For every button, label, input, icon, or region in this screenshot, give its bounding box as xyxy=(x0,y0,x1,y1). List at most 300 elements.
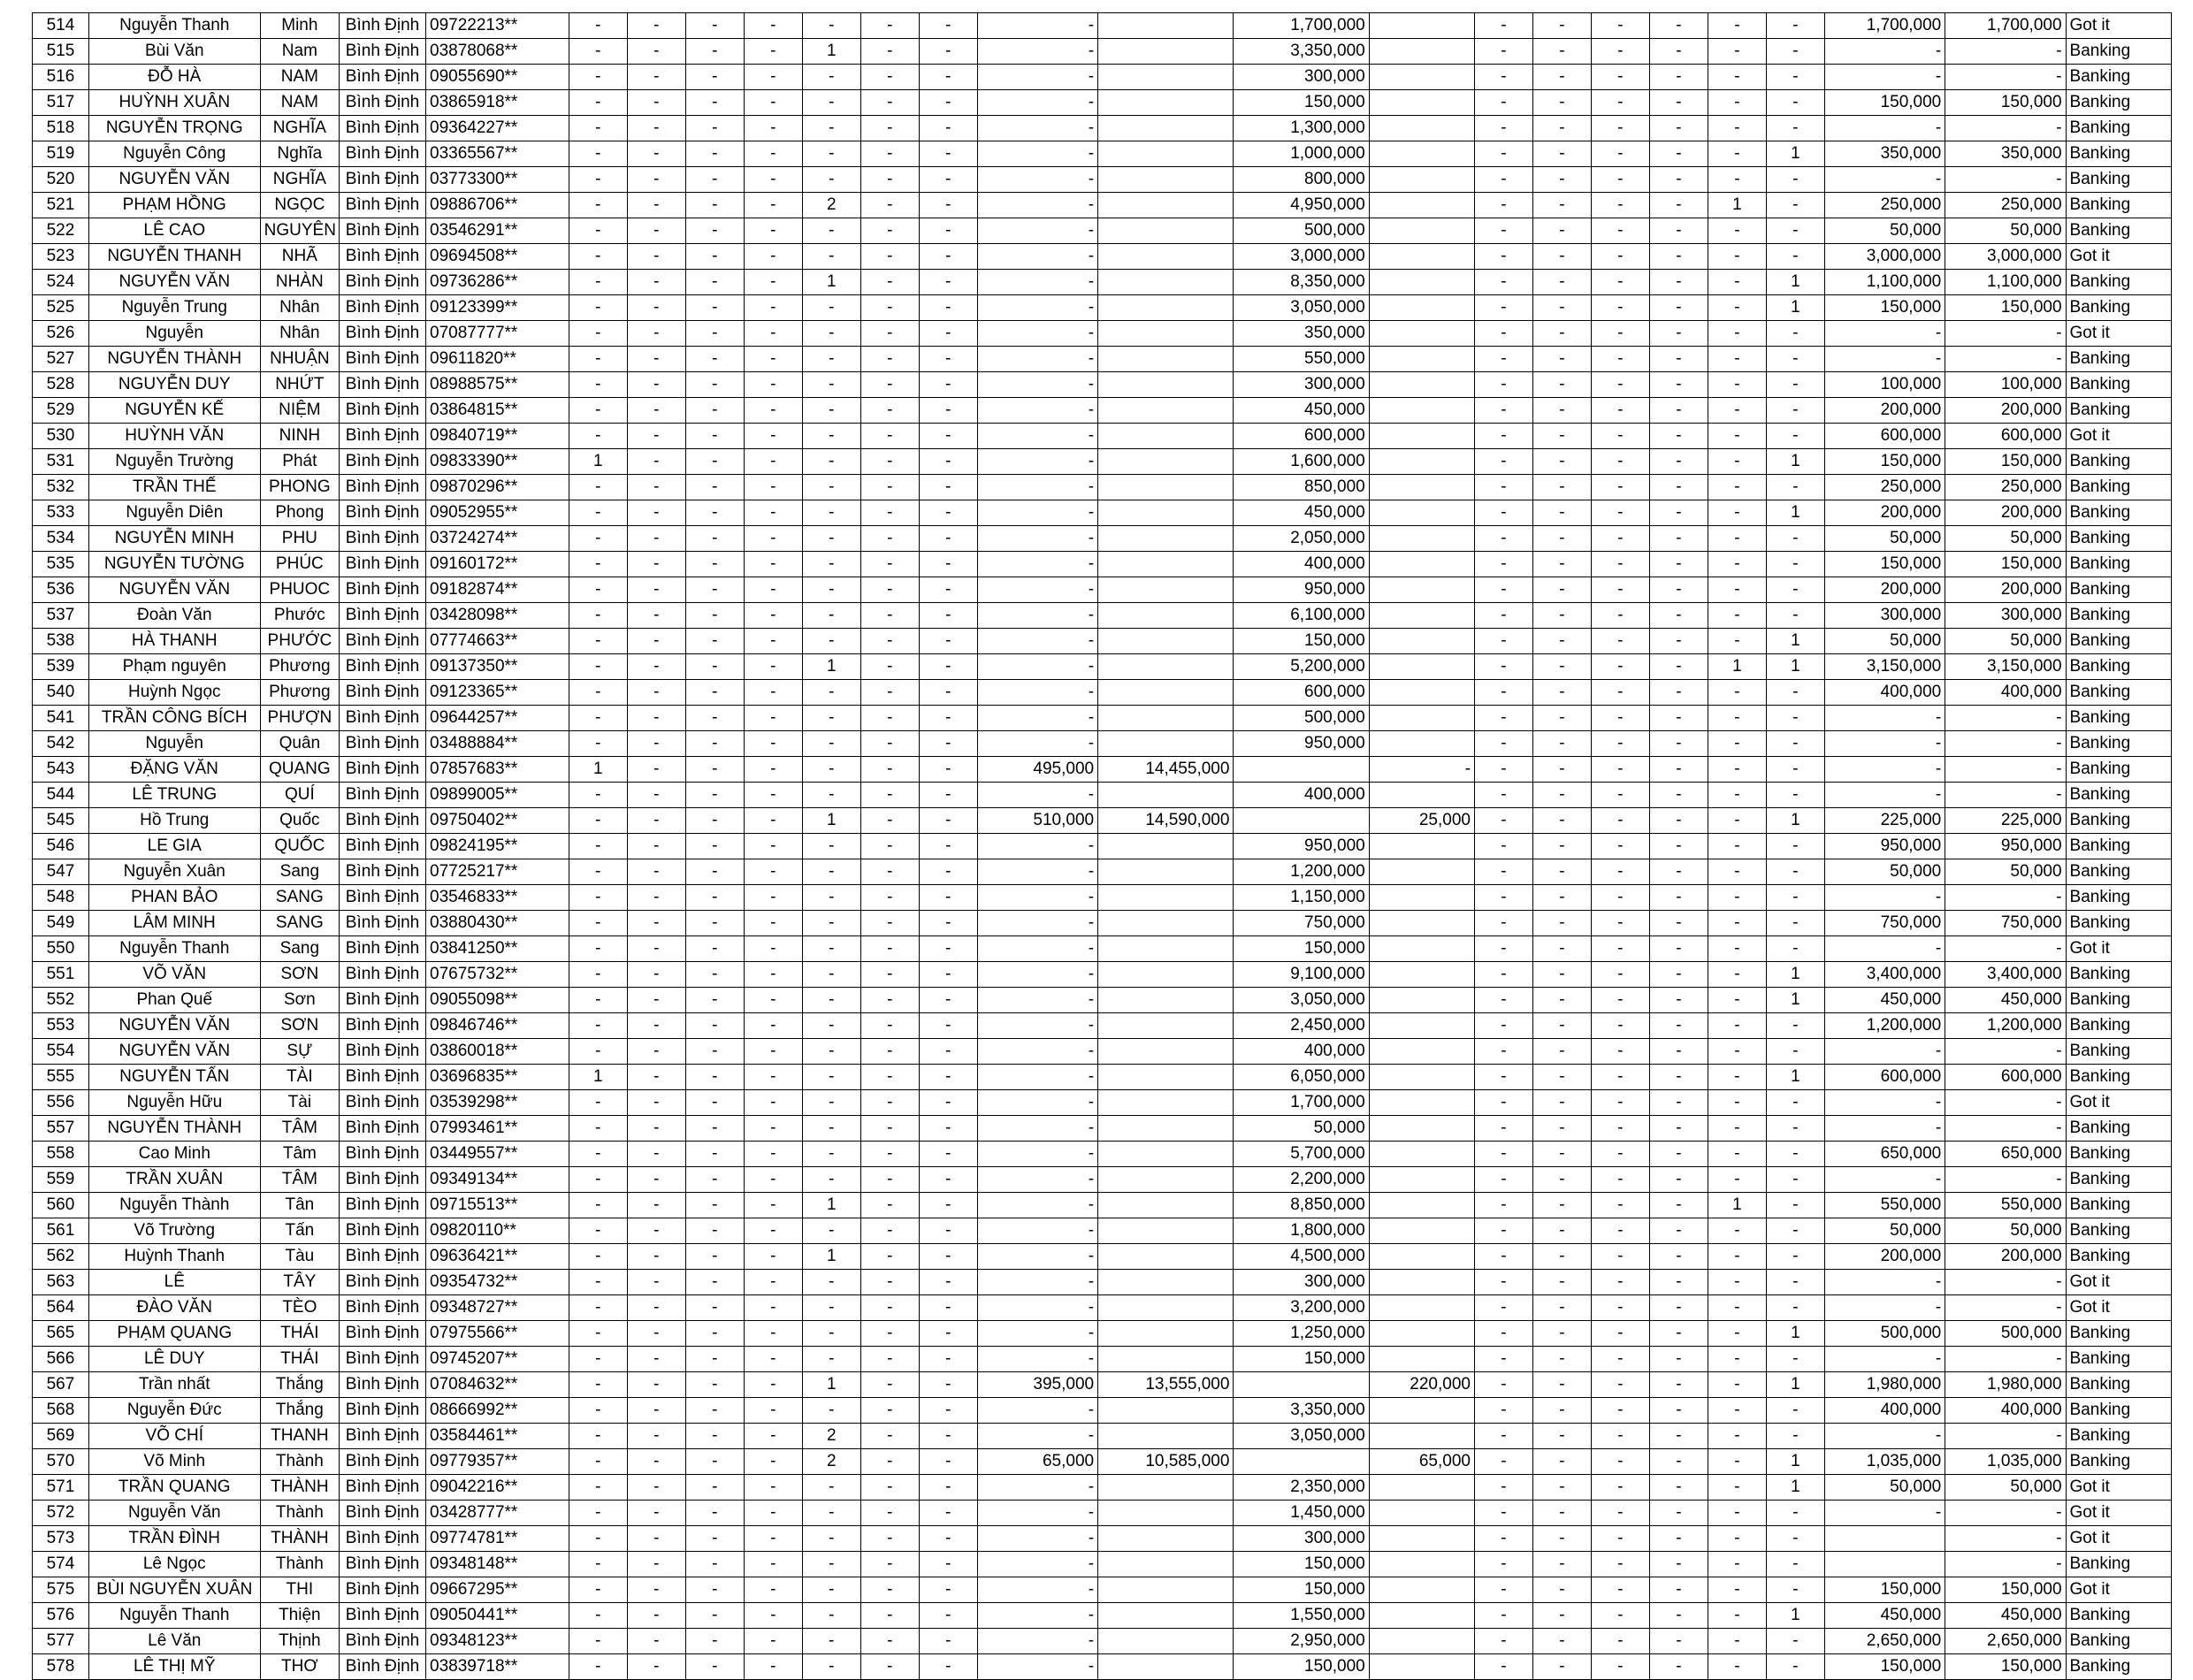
row-index[interactable]: 529 xyxy=(33,398,89,424)
total-a[interactable]: - xyxy=(1824,167,1945,193)
table-row[interactable] xyxy=(33,988,2172,1013)
col-e1[interactable]: - xyxy=(1474,1552,1532,1577)
col-e3[interactable]: - xyxy=(1591,65,1649,90)
row-index[interactable]: 559 xyxy=(33,1167,89,1193)
col-e3[interactable]: - xyxy=(1591,270,1649,295)
col-d6[interactable]: - xyxy=(860,1654,919,1680)
col-d3[interactable]: - xyxy=(685,167,744,193)
col-d1[interactable]: - xyxy=(569,1193,627,1218)
col-e1[interactable]: - xyxy=(1474,1090,1532,1116)
province[interactable]: Bình Định xyxy=(340,1372,426,1398)
col-e2[interactable]: - xyxy=(1532,1218,1591,1244)
col-e4[interactable]: - xyxy=(1649,783,1708,808)
col-e3[interactable]: - xyxy=(1591,321,1649,347)
col-d7[interactable]: - xyxy=(919,1090,977,1116)
col-d1[interactable]: - xyxy=(569,1603,627,1629)
col-d3[interactable]: - xyxy=(685,1193,744,1218)
table-row[interactable] xyxy=(33,398,2172,424)
col-e5[interactable]: - xyxy=(1708,1501,1766,1526)
col-e2[interactable]: - xyxy=(1532,1142,1591,1167)
col-e6[interactable]: 1 xyxy=(1766,808,1824,834)
col-d8[interactable]: - xyxy=(977,1065,1097,1090)
col-d5[interactable]: - xyxy=(802,859,860,885)
col-e3[interactable]: - xyxy=(1591,1039,1649,1065)
col-d2[interactable]: - xyxy=(627,808,685,834)
col-d1[interactable]: - xyxy=(569,808,627,834)
province[interactable]: Bình Định xyxy=(340,270,426,295)
value-a[interactable]: 13,555,000 xyxy=(1098,1372,1234,1398)
value-b[interactable] xyxy=(1369,321,1474,347)
col-d8[interactable]: - xyxy=(977,449,1097,475)
col-d8[interactable]: - xyxy=(977,911,1097,936)
col-e2[interactable]: - xyxy=(1532,859,1591,885)
col-d2[interactable]: - xyxy=(627,834,685,859)
col-d1[interactable]: - xyxy=(569,1270,627,1295)
col-d1[interactable]: - xyxy=(569,552,627,577)
col-d7[interactable]: - xyxy=(919,295,977,321)
col-e2[interactable]: - xyxy=(1532,116,1591,141)
col-e3[interactable]: - xyxy=(1591,1142,1649,1167)
col-d4[interactable]: - xyxy=(744,911,802,936)
phone-number[interactable]: 07857683** xyxy=(426,757,569,783)
value-b[interactable] xyxy=(1369,1424,1474,1449)
col-e4[interactable]: - xyxy=(1649,90,1708,116)
amount[interactable]: 300,000 xyxy=(1234,65,1369,90)
col-d1[interactable]: - xyxy=(569,1090,627,1116)
col-d7[interactable]: - xyxy=(919,1475,977,1501)
status-cell[interactable]: Banking xyxy=(2066,65,2171,90)
col-d5[interactable]: - xyxy=(802,1167,860,1193)
col-d2[interactable]: - xyxy=(627,680,685,706)
province[interactable]: Bình Định xyxy=(340,1347,426,1372)
last-name[interactable]: NIỆM xyxy=(260,398,339,424)
col-d5[interactable]: - xyxy=(802,1142,860,1167)
col-e2[interactable]: - xyxy=(1532,936,1591,962)
col-e2[interactable]: - xyxy=(1532,39,1591,65)
last-name[interactable]: PHU xyxy=(260,526,339,552)
col-d1[interactable]: - xyxy=(569,193,627,218)
last-name[interactable]: Thiện xyxy=(260,1603,339,1629)
province[interactable]: Bình Định xyxy=(340,167,426,193)
col-e4[interactable]: - xyxy=(1649,603,1708,629)
col-d4[interactable]: - xyxy=(744,706,802,731)
col-e4[interactable]: - xyxy=(1649,218,1708,244)
col-e4[interactable]: - xyxy=(1649,834,1708,859)
phone-number[interactable]: 08666992** xyxy=(426,1398,569,1424)
col-d2[interactable]: - xyxy=(627,193,685,218)
total-a[interactable]: 50,000 xyxy=(1824,859,1945,885)
col-d4[interactable]: - xyxy=(744,1167,802,1193)
province[interactable]: Bình Định xyxy=(340,1167,426,1193)
col-e2[interactable]: - xyxy=(1532,834,1591,859)
total-b[interactable]: 200,000 xyxy=(1945,500,2066,526)
phone-number[interactable]: 07993461** xyxy=(426,1116,569,1142)
first-name[interactable]: Phạm nguyên xyxy=(88,654,260,680)
value-a[interactable] xyxy=(1098,731,1234,757)
col-d8[interactable]: - xyxy=(977,603,1097,629)
col-d6[interactable]: - xyxy=(860,244,919,270)
last-name[interactable]: Tài xyxy=(260,1090,339,1116)
col-e2[interactable]: - xyxy=(1532,500,1591,526)
last-name[interactable]: NHÀN xyxy=(260,270,339,295)
col-d8[interactable]: - xyxy=(977,1090,1097,1116)
row-index[interactable]: 530 xyxy=(33,424,89,449)
col-d4[interactable]: - xyxy=(744,1501,802,1526)
value-a[interactable] xyxy=(1098,321,1234,347)
col-d7[interactable]: - xyxy=(919,1039,977,1065)
col-e3[interactable]: - xyxy=(1591,39,1649,65)
col-d3[interactable]: - xyxy=(685,295,744,321)
status-cell[interactable]: Banking xyxy=(2066,39,2171,65)
status-cell[interactable]: Banking xyxy=(2066,962,2171,988)
col-d5[interactable]: 2 xyxy=(802,1449,860,1475)
phone-number[interactable]: 03488884** xyxy=(426,731,569,757)
total-a[interactable]: 400,000 xyxy=(1824,680,1945,706)
col-d5[interactable]: - xyxy=(802,783,860,808)
col-e6[interactable]: - xyxy=(1766,1270,1824,1295)
col-e3[interactable]: - xyxy=(1591,193,1649,218)
table-row[interactable] xyxy=(33,244,2172,270)
col-d8[interactable]: - xyxy=(977,1039,1097,1065)
col-e5[interactable]: - xyxy=(1708,577,1766,603)
table-row[interactable] xyxy=(33,552,2172,577)
col-e5[interactable]: - xyxy=(1708,603,1766,629)
col-e4[interactable]: - xyxy=(1649,1603,1708,1629)
row-index[interactable]: 531 xyxy=(33,449,89,475)
col-e6[interactable]: - xyxy=(1766,167,1824,193)
col-e3[interactable]: - xyxy=(1591,680,1649,706)
last-name[interactable]: Phương xyxy=(260,654,339,680)
col-d7[interactable]: - xyxy=(919,1193,977,1218)
col-d3[interactable]: - xyxy=(685,808,744,834)
status-cell[interactable]: Got it xyxy=(2066,1526,2171,1552)
phone-number[interactable]: 09348123** xyxy=(426,1629,569,1654)
col-e5[interactable]: - xyxy=(1708,424,1766,449)
phone-number[interactable]: 03696835** xyxy=(426,1065,569,1090)
col-d4[interactable]: - xyxy=(744,1629,802,1654)
value-b[interactable] xyxy=(1369,1501,1474,1526)
col-d1[interactable]: - xyxy=(569,475,627,500)
amount[interactable]: 2,050,000 xyxy=(1234,526,1369,552)
first-name[interactable]: VÕ CHÍ xyxy=(88,1424,260,1449)
col-d5[interactable]: - xyxy=(802,90,860,116)
col-d3[interactable]: - xyxy=(685,1526,744,1552)
total-a[interactable]: 1,035,000 xyxy=(1824,1449,1945,1475)
col-d4[interactable]: - xyxy=(744,1654,802,1680)
col-e3[interactable]: - xyxy=(1591,475,1649,500)
col-d5[interactable]: - xyxy=(802,1552,860,1577)
table-row[interactable] xyxy=(33,1270,2172,1295)
total-b[interactable]: 350,000 xyxy=(1945,141,2066,167)
total-a[interactable]: 450,000 xyxy=(1824,988,1945,1013)
status-cell[interactable]: Banking xyxy=(2066,1321,2171,1347)
col-e4[interactable]: - xyxy=(1649,424,1708,449)
total-a[interactable]: 350,000 xyxy=(1824,141,1945,167)
col-d1[interactable]: - xyxy=(569,1167,627,1193)
total-b[interactable]: 50,000 xyxy=(1945,1218,2066,1244)
row-index[interactable]: 557 xyxy=(33,1116,89,1142)
col-d7[interactable]: - xyxy=(919,1654,977,1680)
col-d2[interactable]: - xyxy=(627,1142,685,1167)
col-d1[interactable]: - xyxy=(569,424,627,449)
total-a[interactable]: - xyxy=(1824,885,1945,911)
col-d3[interactable]: - xyxy=(685,1654,744,1680)
amount[interactable]: 350,000 xyxy=(1234,321,1369,347)
col-d3[interactable]: - xyxy=(685,424,744,449)
total-b[interactable]: 400,000 xyxy=(1945,680,2066,706)
col-e6[interactable]: - xyxy=(1766,731,1824,757)
col-e6[interactable]: - xyxy=(1766,39,1824,65)
last-name[interactable]: NINH xyxy=(260,424,339,449)
value-a[interactable] xyxy=(1098,911,1234,936)
col-d4[interactable]: - xyxy=(744,1090,802,1116)
col-e4[interactable]: - xyxy=(1649,731,1708,757)
col-e1[interactable]: - xyxy=(1474,218,1532,244)
col-d3[interactable]: - xyxy=(685,398,744,424)
province[interactable]: Bình Định xyxy=(340,1424,426,1449)
value-b[interactable] xyxy=(1369,13,1474,39)
last-name[interactable]: Thắng xyxy=(260,1398,339,1424)
col-d2[interactable]: - xyxy=(627,552,685,577)
total-b[interactable]: - xyxy=(1945,1552,2066,1577)
col-d3[interactable]: - xyxy=(685,1270,744,1295)
col-d5[interactable]: - xyxy=(802,1013,860,1039)
value-b[interactable] xyxy=(1369,1142,1474,1167)
first-name[interactable]: Nguyễn Thanh xyxy=(88,936,260,962)
table-row[interactable] xyxy=(33,1218,2172,1244)
phone-number[interactable]: 07975566** xyxy=(426,1321,569,1347)
province[interactable]: Bình Định xyxy=(340,1116,426,1142)
col-e3[interactable]: - xyxy=(1591,1475,1649,1501)
amount[interactable]: 400,000 xyxy=(1234,1039,1369,1065)
total-a[interactable]: 2,650,000 xyxy=(1824,1629,1945,1654)
col-e3[interactable]: - xyxy=(1591,629,1649,654)
total-b[interactable]: - xyxy=(1945,321,2066,347)
total-a[interactable]: 3,400,000 xyxy=(1824,962,1945,988)
col-d6[interactable]: - xyxy=(860,398,919,424)
col-e6[interactable]: - xyxy=(1766,603,1824,629)
col-e4[interactable]: - xyxy=(1649,936,1708,962)
col-d6[interactable]: - xyxy=(860,13,919,39)
table-row[interactable] xyxy=(33,808,2172,834)
col-d7[interactable]: - xyxy=(919,808,977,834)
row-index[interactable]: 578 xyxy=(33,1654,89,1680)
col-d6[interactable]: - xyxy=(860,936,919,962)
last-name[interactable]: THI xyxy=(260,1577,339,1603)
col-e5[interactable]: - xyxy=(1708,167,1766,193)
col-e4[interactable]: - xyxy=(1649,552,1708,577)
table-row[interactable] xyxy=(33,270,2172,295)
col-d2[interactable]: - xyxy=(627,1270,685,1295)
total-b[interactable]: - xyxy=(1945,39,2066,65)
value-b[interactable] xyxy=(1369,475,1474,500)
table-row[interactable] xyxy=(33,1116,2172,1142)
status-cell[interactable]: Banking xyxy=(2066,218,2171,244)
row-index[interactable]: 548 xyxy=(33,885,89,911)
total-a[interactable]: - xyxy=(1824,757,1945,783)
col-d1[interactable]: - xyxy=(569,1218,627,1244)
col-e4[interactable]: - xyxy=(1649,1372,1708,1398)
col-d7[interactable]: - xyxy=(919,1218,977,1244)
province[interactable]: Bình Định xyxy=(340,1603,426,1629)
first-name[interactable]: NGUYỄN THANH xyxy=(88,244,260,270)
col-d4[interactable]: - xyxy=(744,1526,802,1552)
col-e4[interactable]: - xyxy=(1649,1654,1708,1680)
col-d1[interactable]: - xyxy=(569,654,627,680)
col-d5[interactable]: - xyxy=(802,1398,860,1424)
total-b[interactable]: 3,150,000 xyxy=(1945,654,2066,680)
col-e4[interactable]: - xyxy=(1649,1065,1708,1090)
col-e5[interactable]: - xyxy=(1708,962,1766,988)
phone-number[interactable]: 07774663** xyxy=(426,629,569,654)
total-b[interactable]: 500,000 xyxy=(1945,1321,2066,1347)
row-index[interactable]: 553 xyxy=(33,1013,89,1039)
col-d7[interactable]: - xyxy=(919,526,977,552)
first-name[interactable]: TRẦN CÔNG BÍCH xyxy=(88,706,260,731)
col-d6[interactable]: - xyxy=(860,808,919,834)
col-d4[interactable]: - xyxy=(744,90,802,116)
province[interactable]: Bình Định xyxy=(340,398,426,424)
value-b[interactable] xyxy=(1369,1116,1474,1142)
phone-number[interactable]: 09354732** xyxy=(426,1270,569,1295)
province[interactable]: Bình Định xyxy=(340,295,426,321)
first-name[interactable]: Nguyễn Đức xyxy=(88,1398,260,1424)
col-d1[interactable]: - xyxy=(569,1321,627,1347)
row-index[interactable]: 577 xyxy=(33,1629,89,1654)
col-d6[interactable]: - xyxy=(860,1577,919,1603)
col-d5[interactable]: - xyxy=(802,1116,860,1142)
col-e2[interactable]: - xyxy=(1532,552,1591,577)
col-d8[interactable]: 495,000 xyxy=(977,757,1097,783)
amount[interactable]: 450,000 xyxy=(1234,500,1369,526)
col-d5[interactable]: - xyxy=(802,13,860,39)
col-e6[interactable]: - xyxy=(1766,1347,1824,1372)
col-d2[interactable]: - xyxy=(627,1501,685,1526)
row-index[interactable]: 576 xyxy=(33,1603,89,1629)
col-e1[interactable]: - xyxy=(1474,962,1532,988)
col-e1[interactable]: - xyxy=(1474,295,1532,321)
last-name[interactable]: SANG xyxy=(260,885,339,911)
col-d6[interactable]: - xyxy=(860,1475,919,1501)
table-row[interactable] xyxy=(33,13,2172,39)
phone-number[interactable]: 09050441** xyxy=(426,1603,569,1629)
last-name[interactable]: Thắng xyxy=(260,1372,339,1398)
col-e5[interactable]: - xyxy=(1708,1321,1766,1347)
col-d1[interactable]: - xyxy=(569,321,627,347)
col-d4[interactable]: - xyxy=(744,13,802,39)
col-d1[interactable]: - xyxy=(569,372,627,398)
col-d2[interactable]: - xyxy=(627,90,685,116)
col-d2[interactable]: - xyxy=(627,654,685,680)
col-d7[interactable]: - xyxy=(919,1295,977,1321)
value-a[interactable] xyxy=(1098,65,1234,90)
col-d2[interactable]: - xyxy=(627,1654,685,1680)
col-e4[interactable]: - xyxy=(1649,295,1708,321)
total-a[interactable]: 1,200,000 xyxy=(1824,1013,1945,1039)
status-cell[interactable]: Banking xyxy=(2066,1372,2171,1398)
col-e6[interactable]: - xyxy=(1766,193,1824,218)
col-e6[interactable]: - xyxy=(1766,116,1824,141)
total-a[interactable]: - xyxy=(1824,65,1945,90)
col-e6[interactable]: - xyxy=(1766,885,1824,911)
total-a[interactable]: - xyxy=(1824,731,1945,757)
col-e3[interactable]: - xyxy=(1591,552,1649,577)
first-name[interactable]: Nguyễn xyxy=(88,731,260,757)
col-d5[interactable]: - xyxy=(802,218,860,244)
col-e3[interactable]: - xyxy=(1591,808,1649,834)
col-e1[interactable]: - xyxy=(1474,398,1532,424)
col-d3[interactable]: - xyxy=(685,1552,744,1577)
col-d1[interactable]: - xyxy=(569,1552,627,1577)
col-e5[interactable]: - xyxy=(1708,783,1766,808)
row-index[interactable]: 521 xyxy=(33,193,89,218)
col-e3[interactable]: - xyxy=(1591,936,1649,962)
first-name[interactable]: Nguyễn Thành xyxy=(88,1193,260,1218)
value-b[interactable] xyxy=(1369,141,1474,167)
total-b[interactable]: - xyxy=(1945,757,2066,783)
col-e3[interactable]: - xyxy=(1591,1013,1649,1039)
col-e6[interactable]: - xyxy=(1766,424,1824,449)
col-d3[interactable]: - xyxy=(685,218,744,244)
last-name[interactable]: Sơn xyxy=(260,988,339,1013)
total-b[interactable]: 600,000 xyxy=(1945,424,2066,449)
col-d2[interactable]: - xyxy=(627,1244,685,1270)
col-d7[interactable]: - xyxy=(919,834,977,859)
col-e1[interactable]: - xyxy=(1474,1142,1532,1167)
total-b[interactable]: - xyxy=(1945,783,2066,808)
row-index[interactable]: 543 xyxy=(33,757,89,783)
col-d7[interactable]: - xyxy=(919,757,977,783)
col-d3[interactable]: - xyxy=(685,90,744,116)
province[interactable]: Bình Định xyxy=(340,1142,426,1167)
col-e5[interactable]: - xyxy=(1708,141,1766,167)
col-e3[interactable]: - xyxy=(1591,244,1649,270)
col-e2[interactable]: - xyxy=(1532,193,1591,218)
col-e4[interactable]: - xyxy=(1649,1501,1708,1526)
table-row[interactable] xyxy=(33,1013,2172,1039)
table-row[interactable] xyxy=(33,1526,2172,1552)
row-index[interactable]: 527 xyxy=(33,347,89,372)
row-index[interactable]: 541 xyxy=(33,706,89,731)
phone-number[interactable]: 09694508** xyxy=(426,244,569,270)
value-b[interactable] xyxy=(1369,1218,1474,1244)
col-d6[interactable]: - xyxy=(860,295,919,321)
first-name[interactable]: NGUYỄN VĂN xyxy=(88,167,260,193)
col-e5[interactable]: - xyxy=(1708,116,1766,141)
col-d5[interactable]: - xyxy=(802,1039,860,1065)
col-e2[interactable]: - xyxy=(1532,1321,1591,1347)
phone-number[interactable]: 03428777** xyxy=(426,1501,569,1526)
col-e1[interactable]: - xyxy=(1474,885,1532,911)
value-b[interactable] xyxy=(1369,577,1474,603)
first-name[interactable]: BÙI NGUYỄN XUÂN xyxy=(88,1577,260,1603)
col-d6[interactable]: - xyxy=(860,859,919,885)
col-e5[interactable]: - xyxy=(1708,1039,1766,1065)
col-d8[interactable]: - xyxy=(977,39,1097,65)
col-d7[interactable]: - xyxy=(919,629,977,654)
col-d2[interactable]: - xyxy=(627,398,685,424)
col-e5[interactable]: - xyxy=(1708,1552,1766,1577)
col-d3[interactable]: - xyxy=(685,962,744,988)
value-a[interactable] xyxy=(1098,1193,1234,1218)
last-name[interactable]: PHÚC xyxy=(260,552,339,577)
total-b[interactable]: 50,000 xyxy=(1945,218,2066,244)
col-e3[interactable]: - xyxy=(1591,885,1649,911)
col-d6[interactable]: - xyxy=(860,1321,919,1347)
total-b[interactable]: 150,000 xyxy=(1945,90,2066,116)
amount[interactable]: 3,350,000 xyxy=(1234,1398,1369,1424)
col-e1[interactable]: - xyxy=(1474,1167,1532,1193)
